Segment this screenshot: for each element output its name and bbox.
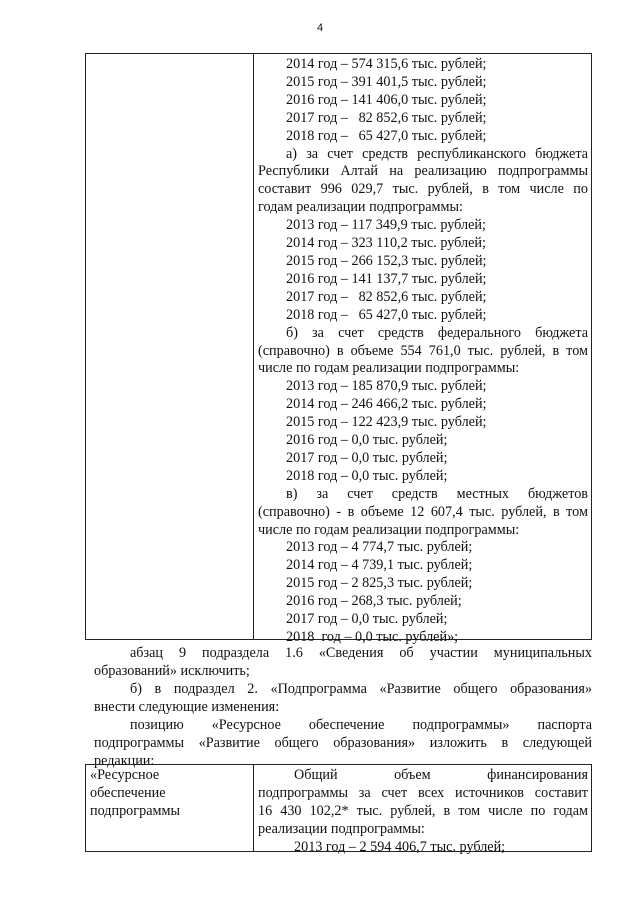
resource-line: подпрограммы за счет всех источников составит <box>258 784 588 801</box>
funding-line: 2017 год – 82 852,6 тыс. рублей; <box>286 109 487 126</box>
funding-line: 2014 год – 574 315,6 тыс. рублей; <box>286 56 487 72</box>
funding-line: 2018 год – 65 427,0 тыс. рублей; <box>286 127 487 144</box>
funding-line: 2015 год – 391 401,5 тыс. рублей; <box>286 73 487 90</box>
position-name-line: «Ресурсное <box>90 767 160 783</box>
position-name-line: обеспечение <box>90 784 166 801</box>
resource-line: Общий объем финансирования <box>294 767 588 783</box>
funding-line: б) за счет средств федерального бюджета <box>286 324 588 341</box>
funding-line: числе по годам реализации подпрограммы: <box>258 360 520 377</box>
funding-line: годам реализации подпрограммы: <box>258 199 463 216</box>
paragraph-subsection-changes <box>94 680 592 716</box>
funding-line: 2016 год – 141 406,0 тыс. рублей; <box>286 91 487 108</box>
resource-line: реализации подпрограммы: <box>258 820 425 837</box>
funding-line: 2018 год – 0,0 тыс. рублей; <box>286 467 448 484</box>
funding-line: 2017 год – 0,0 тыс. рублей; <box>286 449 448 466</box>
paragraph-line: внести следующие изменения: <box>94 699 280 715</box>
paragraph-position-replace <box>94 716 592 770</box>
funding-details-cell <box>258 56 588 647</box>
funding-line: а) за счет средств республиканского бюджета <box>286 145 588 162</box>
resource-line: 16 430 102,2* тыс. рублей, в том числе по годам <box>258 802 588 819</box>
funding-line: (справочно) - в объеме 12 607,4 тыс. рублей, в том <box>258 503 588 520</box>
position-name-cell <box>90 767 250 821</box>
paragraph-line: образований» исключить; <box>94 663 250 679</box>
funding-table-continued <box>85 53 592 645</box>
funding-line: 2018 год – 0,0 тыс. рублей»; <box>286 629 459 645</box>
funding-line: в) за счет средств местных бюджетов <box>286 485 588 502</box>
paragraph-line: подпрограммы «Развитие общего образования» изложить в следующей <box>94 735 592 751</box>
funding-line: 2013 год – 4 774,7 тыс. рублей; <box>286 539 473 556</box>
funding-line: числе по годам реализации подпрограммы: <box>258 521 520 538</box>
table-column-divider <box>253 765 254 851</box>
funding-line: составит 996 029,7 тыс. рублей, в том числе по <box>258 181 588 198</box>
paragraph-line: абзац 9 подраздела 1.6 «Сведения об участии муниципальных <box>130 645 592 661</box>
funding-line: 2018 год – 65 427,0 тыс. рублей; <box>286 306 487 323</box>
paragraph-line: редакции: <box>94 753 155 769</box>
funding-line: 2014 год – 4 739,1 тыс. рублей; <box>286 557 473 574</box>
funding-line: 2015 год – 266 152,3 тыс. рублей; <box>286 252 487 269</box>
funding-line: 2016 год – 0,0 тыс. рублей; <box>286 432 448 449</box>
resource-provision-table <box>85 764 592 855</box>
funding-line: 2017 год – 82 852,6 тыс. рублей; <box>286 288 487 305</box>
funding-line: 2015 год – 122 423,9 тыс. рублей; <box>286 414 487 431</box>
resource-line: 2013 год – 2 594 406,7 тыс. рублей; <box>294 838 506 855</box>
funding-line: 2014 год – 323 110,2 тыс. рублей; <box>286 235 486 252</box>
resource-details-cell <box>258 767 588 857</box>
funding-line: 2014 год – 246 466,2 тыс. рублей; <box>286 396 487 413</box>
funding-line: 2016 год – 268,3 тыс. рублей; <box>286 593 462 610</box>
paragraph-line: позицию «Ресурсное обеспечение подпрограммы» паспорта <box>130 717 592 733</box>
funding-line: Республики Алтай на реализацию подпрограммы <box>258 163 588 180</box>
funding-line: 2013 год – 185 870,9 тыс. рублей; <box>286 378 487 395</box>
funding-line: 2017 год – 0,0 тыс. рублей; <box>286 611 448 628</box>
page-number: 4 <box>316 22 324 34</box>
funding-line: 2015 год – 2 825,3 тыс. рублей; <box>286 575 473 592</box>
funding-line: 2013 год – 117 349,9 тыс. рублей; <box>286 217 486 234</box>
paragraph-line: б) в подраздел 2. «Подпрограмма «Развитие общего образования» <box>130 681 592 697</box>
funding-line: 2016 год – 141 137,7 тыс. рублей; <box>286 270 487 287</box>
table-column-divider <box>253 54 254 639</box>
position-name-line: подпрограммы <box>90 802 180 819</box>
paragraph-delete-clause <box>94 644 592 680</box>
funding-line: (справочно) в объеме 554 761,0 тыс. рублей, в том <box>258 342 588 359</box>
